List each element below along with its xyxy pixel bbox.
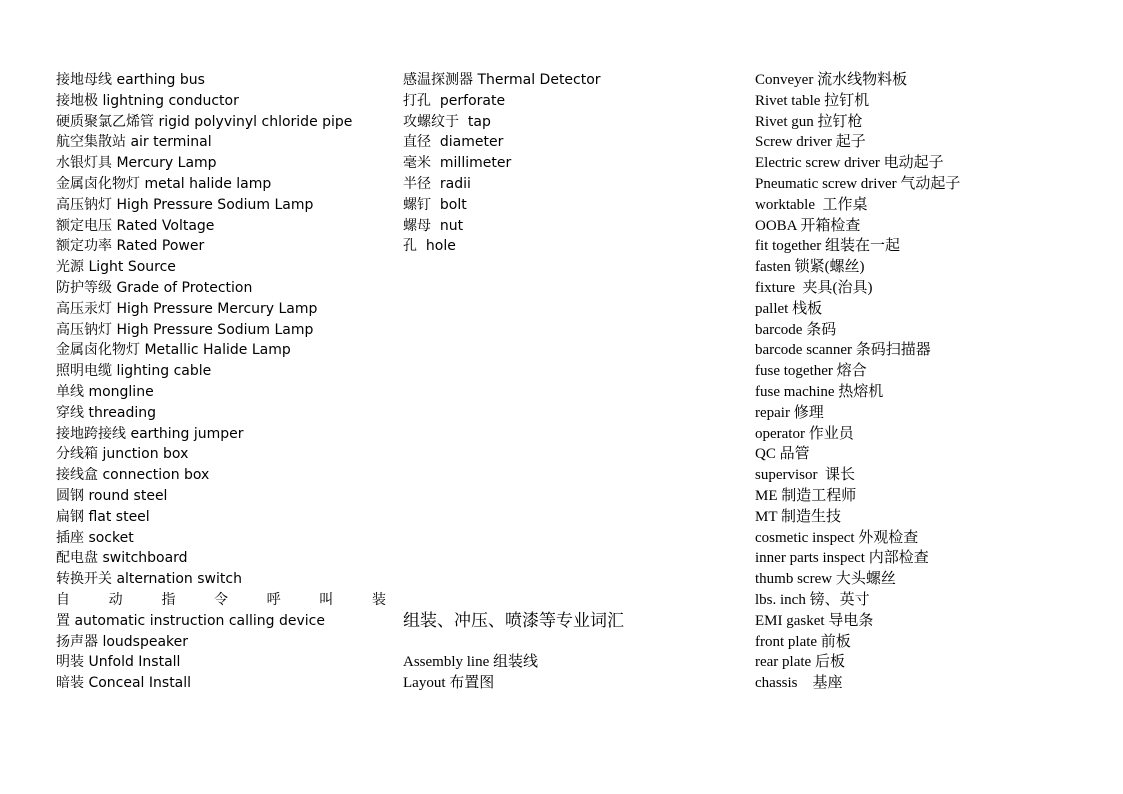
- vocab-middle-bottom-list: [403, 652, 538, 694]
- vocab-line: EMI gasket 导电条: [755, 612, 874, 629]
- vocab-line: 穿线 threading: [56, 404, 156, 421]
- vocab-line: 金属卤化物灯 Metallic Halide Lamp: [56, 342, 291, 359]
- vocab-line: Rivet table 拉钉机: [755, 92, 870, 109]
- vocab-line: 配电盘 switchboard: [56, 550, 188, 567]
- vocab-line: inner parts inspect 内部检查: [755, 550, 929, 567]
- vocab-line: supervisor 课长: [755, 467, 855, 484]
- vocab-line: front plate 前板: [755, 633, 851, 650]
- vocab-line: 额定功率 Rated Power: [56, 238, 205, 255]
- vocab-line: barcode 条码: [755, 321, 837, 338]
- vocab-column-middle: [403, 70, 738, 692]
- vocab-line: 半径 radii: [403, 175, 471, 192]
- vocab-line: fixture 夹具(治具): [755, 279, 873, 296]
- vocab-line: 额定电压 Rated Voltage: [56, 217, 215, 234]
- vocab-line: chassis 基座: [755, 675, 843, 692]
- vocab-line: 明装 Unfold Install: [56, 654, 181, 671]
- vocab-line: 直径 diameter: [403, 134, 504, 151]
- vocab-line: 毫米 millimeter: [403, 155, 512, 172]
- vocab-line: fasten 锁紧(螺丝): [755, 259, 865, 276]
- vocab-line: 插座 socket: [56, 529, 134, 546]
- vocab-line: 接地母线 earthing bus: [56, 72, 205, 88]
- vocab-line: 扁钢 flat steel: [56, 508, 150, 525]
- vocab-char: 装: [371, 591, 386, 608]
- vocab-column-right: [755, 70, 1105, 694]
- vocab-line: cosmetic inspect 外观检查: [755, 529, 919, 546]
- vocab-line: QC 品管: [755, 446, 810, 463]
- vocab-line: Rivet gun 拉钉枪: [755, 113, 863, 130]
- vocab-line-justified: [56, 590, 386, 611]
- vocab-char: 指: [161, 591, 176, 608]
- vocab-line: ME 制造工程师: [755, 487, 857, 504]
- vocab-line: 螺母 nut: [403, 217, 464, 234]
- vocab-column-left: [56, 70, 401, 694]
- vocab-char: 自: [56, 591, 70, 608]
- vocab-line: 置 automatic instruction calling device: [56, 612, 325, 629]
- vocab-line: rear plate 后板: [755, 654, 845, 671]
- vocab-line: repair 修理: [755, 404, 824, 421]
- vocab-line: operator 作业员: [755, 425, 854, 442]
- vocab-line: 扬声器 loudspeaker: [56, 633, 189, 650]
- vocab-char: 令: [213, 591, 228, 608]
- vocab-line: 攻螺纹于 tap: [403, 113, 491, 130]
- vocab-line: 打孔 perforate: [403, 92, 506, 109]
- vocab-line: barcode scanner 条码扫描器: [755, 342, 931, 359]
- vocab-middle-top-list: [403, 70, 738, 257]
- vocab-char: 叫: [319, 591, 334, 608]
- vocab-line: 航空集散站 air terminal: [56, 134, 212, 151]
- vocab-line: 螺钉 bolt: [403, 196, 467, 213]
- vocab-line: fuse together 熔合: [755, 363, 867, 380]
- vocab-line: thumb screw 大头螺丝: [755, 571, 896, 588]
- vocab-line: 高压钠灯 High Pressure Sodium Lamp: [56, 196, 314, 213]
- vocab-line: 光源 Light Source: [56, 259, 176, 276]
- vocab-line: 圆钢 round steel: [56, 487, 168, 504]
- vocab-line: 高压汞灯 High Pressure Mercury Lamp: [56, 300, 318, 317]
- vocab-line: 孔 hole: [403, 238, 456, 255]
- vocab-line: lbs. inch 镑、英寸: [755, 591, 870, 608]
- vocab-line: Layout 布置图: [403, 675, 495, 692]
- vocab-line: OOBA 开箱检查: [755, 217, 861, 234]
- vocab-line: Electric screw driver 电动起子: [755, 155, 944, 172]
- vocab-char: 动: [108, 591, 123, 608]
- vocab-line: 硬质聚氯乙烯管 rigid polyvinyl chloride pipe: [56, 113, 353, 130]
- vocab-line: MT 制造生技: [755, 508, 841, 525]
- vocab-line: 照明电缆 lighting cable: [56, 363, 212, 380]
- vocab-line: 水银灯具 Mercury Lamp: [56, 155, 217, 172]
- vocab-line: Conveyer 流水线物料板: [755, 72, 908, 88]
- vocab-line: 接地极 lightning conductor: [56, 92, 239, 109]
- vocab-line: pallet 栈板: [755, 300, 823, 317]
- section-header: 组装、冲压、喷漆等专业词汇: [403, 610, 624, 630]
- vocab-line: 高压钠灯 High Pressure Sodium Lamp: [56, 321, 314, 338]
- vocab-line: 分线箱 junction box: [56, 446, 189, 463]
- vocab-line: 感温探测器 Thermal Detector: [403, 72, 601, 88]
- vocab-line: Assembly line 组装线: [403, 654, 538, 671]
- vocab-line: 接地跨接线 earthing jumper: [56, 425, 244, 442]
- vocab-char: 呼: [266, 591, 281, 608]
- vocab-line: fuse machine 热熔机: [755, 383, 884, 400]
- vocab-line: 单线 mongline: [56, 383, 154, 400]
- vocab-line: 转换开关 alternation switch: [56, 571, 242, 588]
- vocab-line: Pneumatic screw driver 气动起子: [755, 175, 961, 192]
- vocab-line: 金属卤化物灯 metal halide lamp: [56, 175, 272, 192]
- vocab-line: Screw driver 起子: [755, 134, 866, 151]
- vocab-line: 暗装 Conceal Install: [56, 675, 192, 692]
- vocab-line: 防护等级 Grade of Protection: [56, 279, 253, 296]
- vocab-line: 接线盒 connection box: [56, 467, 210, 484]
- vocab-line: worktable 工作桌: [755, 196, 868, 213]
- vocab-line: fit together 组装在一起: [755, 238, 900, 255]
